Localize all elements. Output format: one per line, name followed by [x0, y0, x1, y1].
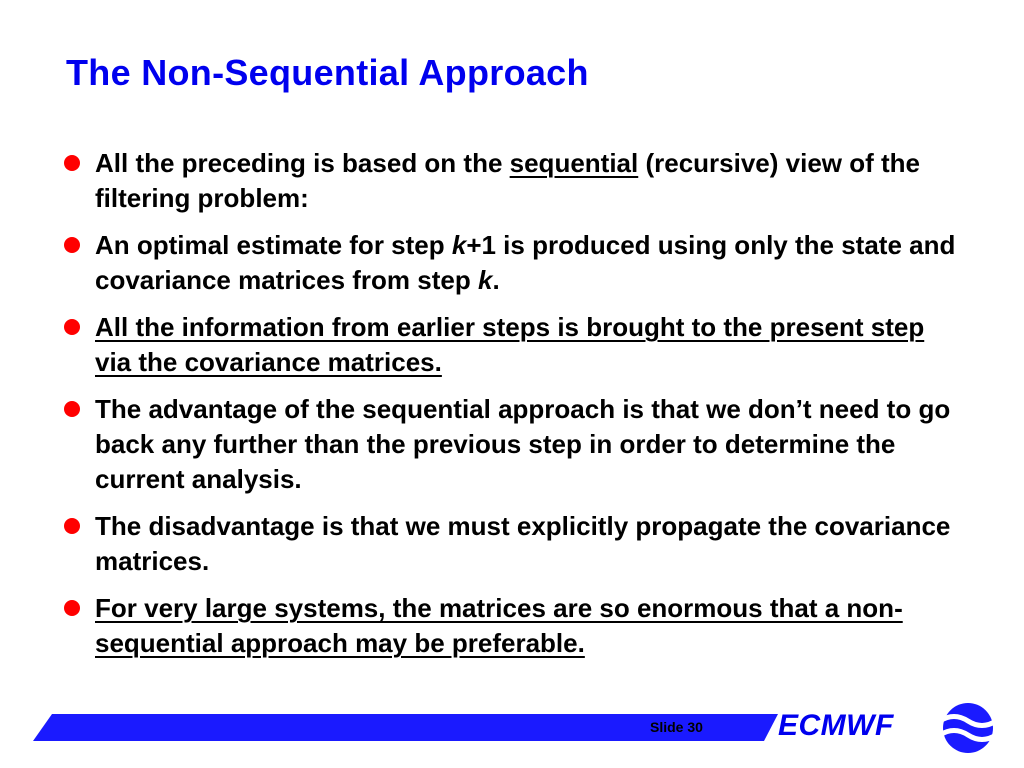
bullet-text: For very large systems, the matrices are so enormous that a non-sequential approach may be preferable.	[95, 593, 903, 658]
bullet-text: (recursive) view of the filtering problem:	[95, 148, 920, 213]
bullet-text: An optimal estimate for step	[95, 230, 452, 260]
brand-name: ECMWF	[778, 709, 894, 742]
bullet-text: The disadvantage is that we must explicitly propagate the covariance matrices.	[95, 511, 951, 576]
bullet-item	[62, 146, 962, 216]
bullet-item	[62, 310, 962, 380]
slide-number: Slide 30	[650, 719, 703, 735]
bullet-dot-icon	[64, 237, 80, 253]
bullet-item	[62, 591, 962, 661]
bullet-item	[62, 392, 962, 497]
bullet-dot-icon	[64, 155, 80, 171]
bullet-dot-icon	[64, 319, 80, 335]
bullet-list	[62, 146, 962, 673]
bullet-dot-icon	[64, 600, 80, 616]
bullet-text: k	[451, 230, 467, 260]
bullet-text: All the information from earlier steps is brought to the present step via the covariance matrices.	[95, 312, 925, 377]
bullet-item	[62, 228, 962, 298]
bullet-item	[62, 509, 962, 579]
slide-title: The Non-Sequential Approach	[66, 52, 589, 93]
bullet-dot-icon	[64, 518, 80, 534]
bullet-dot-icon	[64, 401, 80, 417]
bullet-text: All the preceding is based on the	[95, 148, 510, 178]
ecmwf-logo-icon	[936, 701, 1000, 755]
bullet-text: sequential	[509, 148, 639, 178]
bullet-text: +1 is produced using only the state and covariance matrices from step	[95, 230, 956, 295]
bullet-text: k	[477, 265, 493, 295]
bullet-text: .	[492, 265, 500, 295]
bullet-text: The advantage of the sequential approach is that we don’t need to go back any further than the previous step in order to determine the current analysis.	[95, 394, 951, 494]
